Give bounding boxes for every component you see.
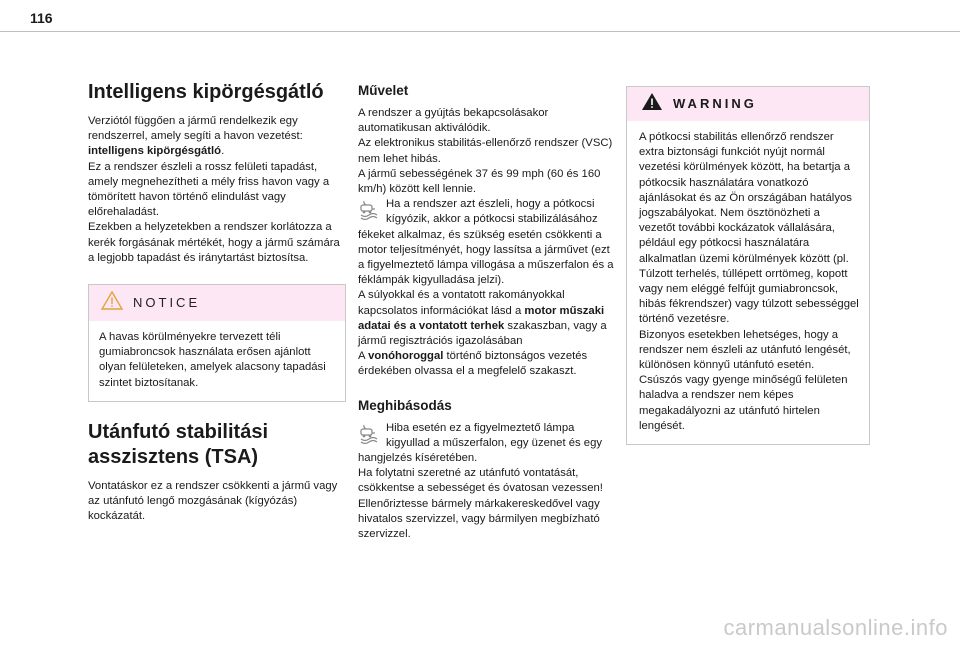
operation-p6: A vonóhoroggal történő biztonságos vezetés érdekében olvassa el a megfelelő szakaszt. bbox=[358, 350, 588, 378]
section-title-traction: Intelligens kipörgésgátló bbox=[88, 81, 324, 103]
tsa-paragraph: Vontatáskor ez a rendszer csökkenti a jármű vagy az utánfutó lengő mozgásának (kígyózás) kockázatát. bbox=[88, 479, 338, 523]
warning-box bbox=[626, 86, 870, 445]
watermark: carmanualsonline.info bbox=[723, 615, 948, 640]
trailer-fault-warning-icon bbox=[358, 423, 380, 445]
column-3 bbox=[626, 86, 870, 445]
warning-p3: Csúszós vagy gyenge minőségű felületen haladva a rendszer nem képes megakadályozni az utánfutó hirtelen lengését. bbox=[639, 374, 848, 432]
trailer-sway-warning-icon bbox=[358, 199, 380, 221]
warning-triangle-icon bbox=[641, 92, 663, 116]
warning-header bbox=[627, 87, 869, 121]
column-2 bbox=[358, 78, 616, 542]
warning-title: WARNING bbox=[673, 96, 757, 112]
notice-title: NOTICE bbox=[133, 295, 201, 311]
caution-triangle-icon bbox=[101, 291, 123, 315]
warning-p2: Bizonyos esetekben lehetséges, hogy a rendszer nem észleli az utánfutó lengését, különösen könnyű utánfutó esetén. bbox=[639, 328, 851, 372]
operation-p5: A súlyokkal és a vontatott rakományokkal kapcsolatos információkat lásd a motor műszaki adatai és a vontatott terhek szakaszban, vagy a jármű regisztrációs igazolásában bbox=[358, 289, 607, 348]
fault-heading: Meghibásodás bbox=[358, 397, 452, 413]
paragraph-limit: Ezekben a helyzetekben a rendszer korlátozza a kerék forgásának mértékét, hogy a jármű számára a legjobb tapadást és iránytartást biztosítsa. bbox=[88, 221, 340, 264]
operation-p1: A rendszer a gyújtás bekapcsolásakor automatikusan aktiválódik. bbox=[358, 107, 549, 135]
page-number: 116 bbox=[30, 10, 53, 26]
warning-p1: A pótkocsi stabilitás ellenőrző rendszer extra biztonsági funkciót nyújt normál vezetési körülmények között, ha betartja a pótkocsik használatára vonatkozó ajánlásokat és az Ön országában hatályos jogszabályokat. Nem ösztönözheti a vezetőt további kockázatok vállalására, például egy pótkocsi használatára alkalmatlan üzemi körülmények között (pl. Túlzott terhelés, túllépett orrtömeg, kopott vagy nem eléggé felfújt gumiabroncsok, hibás fékrendszer) vagy túlzott sebességgel történő vezetésre. bbox=[639, 131, 859, 326]
paragraph-detect: Ez a rendszer észleli a rossz felületi tapadást, amely megnehezítheti a mély friss havon vagy a tömörített havon történő elindulást vagy előrehaladást. bbox=[88, 160, 330, 219]
intro-paragraph: Verziótól függően a jármű rendelkezik egy rendszerrel, amely segíti a havon vezetést: intelligens kipörgésgátló. bbox=[88, 115, 303, 158]
top-divider bbox=[0, 31, 960, 32]
operation-p4: Ha a rendszer azt észleli, hogy a pótkocsi kígyózik, akkor a pótkocsi stabilizálásához fékeket alkalmaz, és szükség esetén csökkenti a motor teljesítményét, hogy lassítsa a járművet (ezt a figyelmeztető lámpa villogása a műszerfalon és a féklámpák kigyulladása jelzi). bbox=[358, 198, 614, 287]
notice-text: A havas körülményekre tervezett téli gumiabroncsok használata erősen ajánlott olyan felületeken, amelyek alacsony tapadási szintet biztosítanak. bbox=[99, 331, 326, 389]
fault-p1: Hiba esetén ez a figyelmeztető lámpa kigyullad a műszerfalon, egy üzenet és egy hangjelzés kíséretében. bbox=[358, 421, 603, 465]
fault-p2: Ha folytatni szeretné az utánfutó vontatását, csökkentse a sebességet és óvatosan vezessen! bbox=[358, 467, 603, 495]
operation-heading: Művelet bbox=[358, 83, 409, 98]
notice-header bbox=[89, 285, 345, 321]
operation-p4-block bbox=[358, 197, 616, 288]
fault-p3: Ellenőriztesse bármely márkakereskedővel vagy hivatalos szervizzel, vagy bármilyen megbízható szervizzel. bbox=[358, 497, 600, 541]
notice-box bbox=[88, 284, 346, 402]
fault-p1-block bbox=[358, 421, 616, 467]
column-1 bbox=[88, 78, 346, 524]
warning-body bbox=[627, 121, 869, 444]
section-title-tsa: Utánfutó stabilitási asszisztens (TSA) bbox=[88, 420, 269, 468]
operation-p2: Az elektronikus stabilitás-ellenőrző rendszer (VSC) nem lehet hibás. bbox=[358, 137, 613, 165]
operation-p3: A jármű sebességének 37 és 99 mph (60 és 160 km/h) között kell lennie. bbox=[358, 167, 601, 196]
